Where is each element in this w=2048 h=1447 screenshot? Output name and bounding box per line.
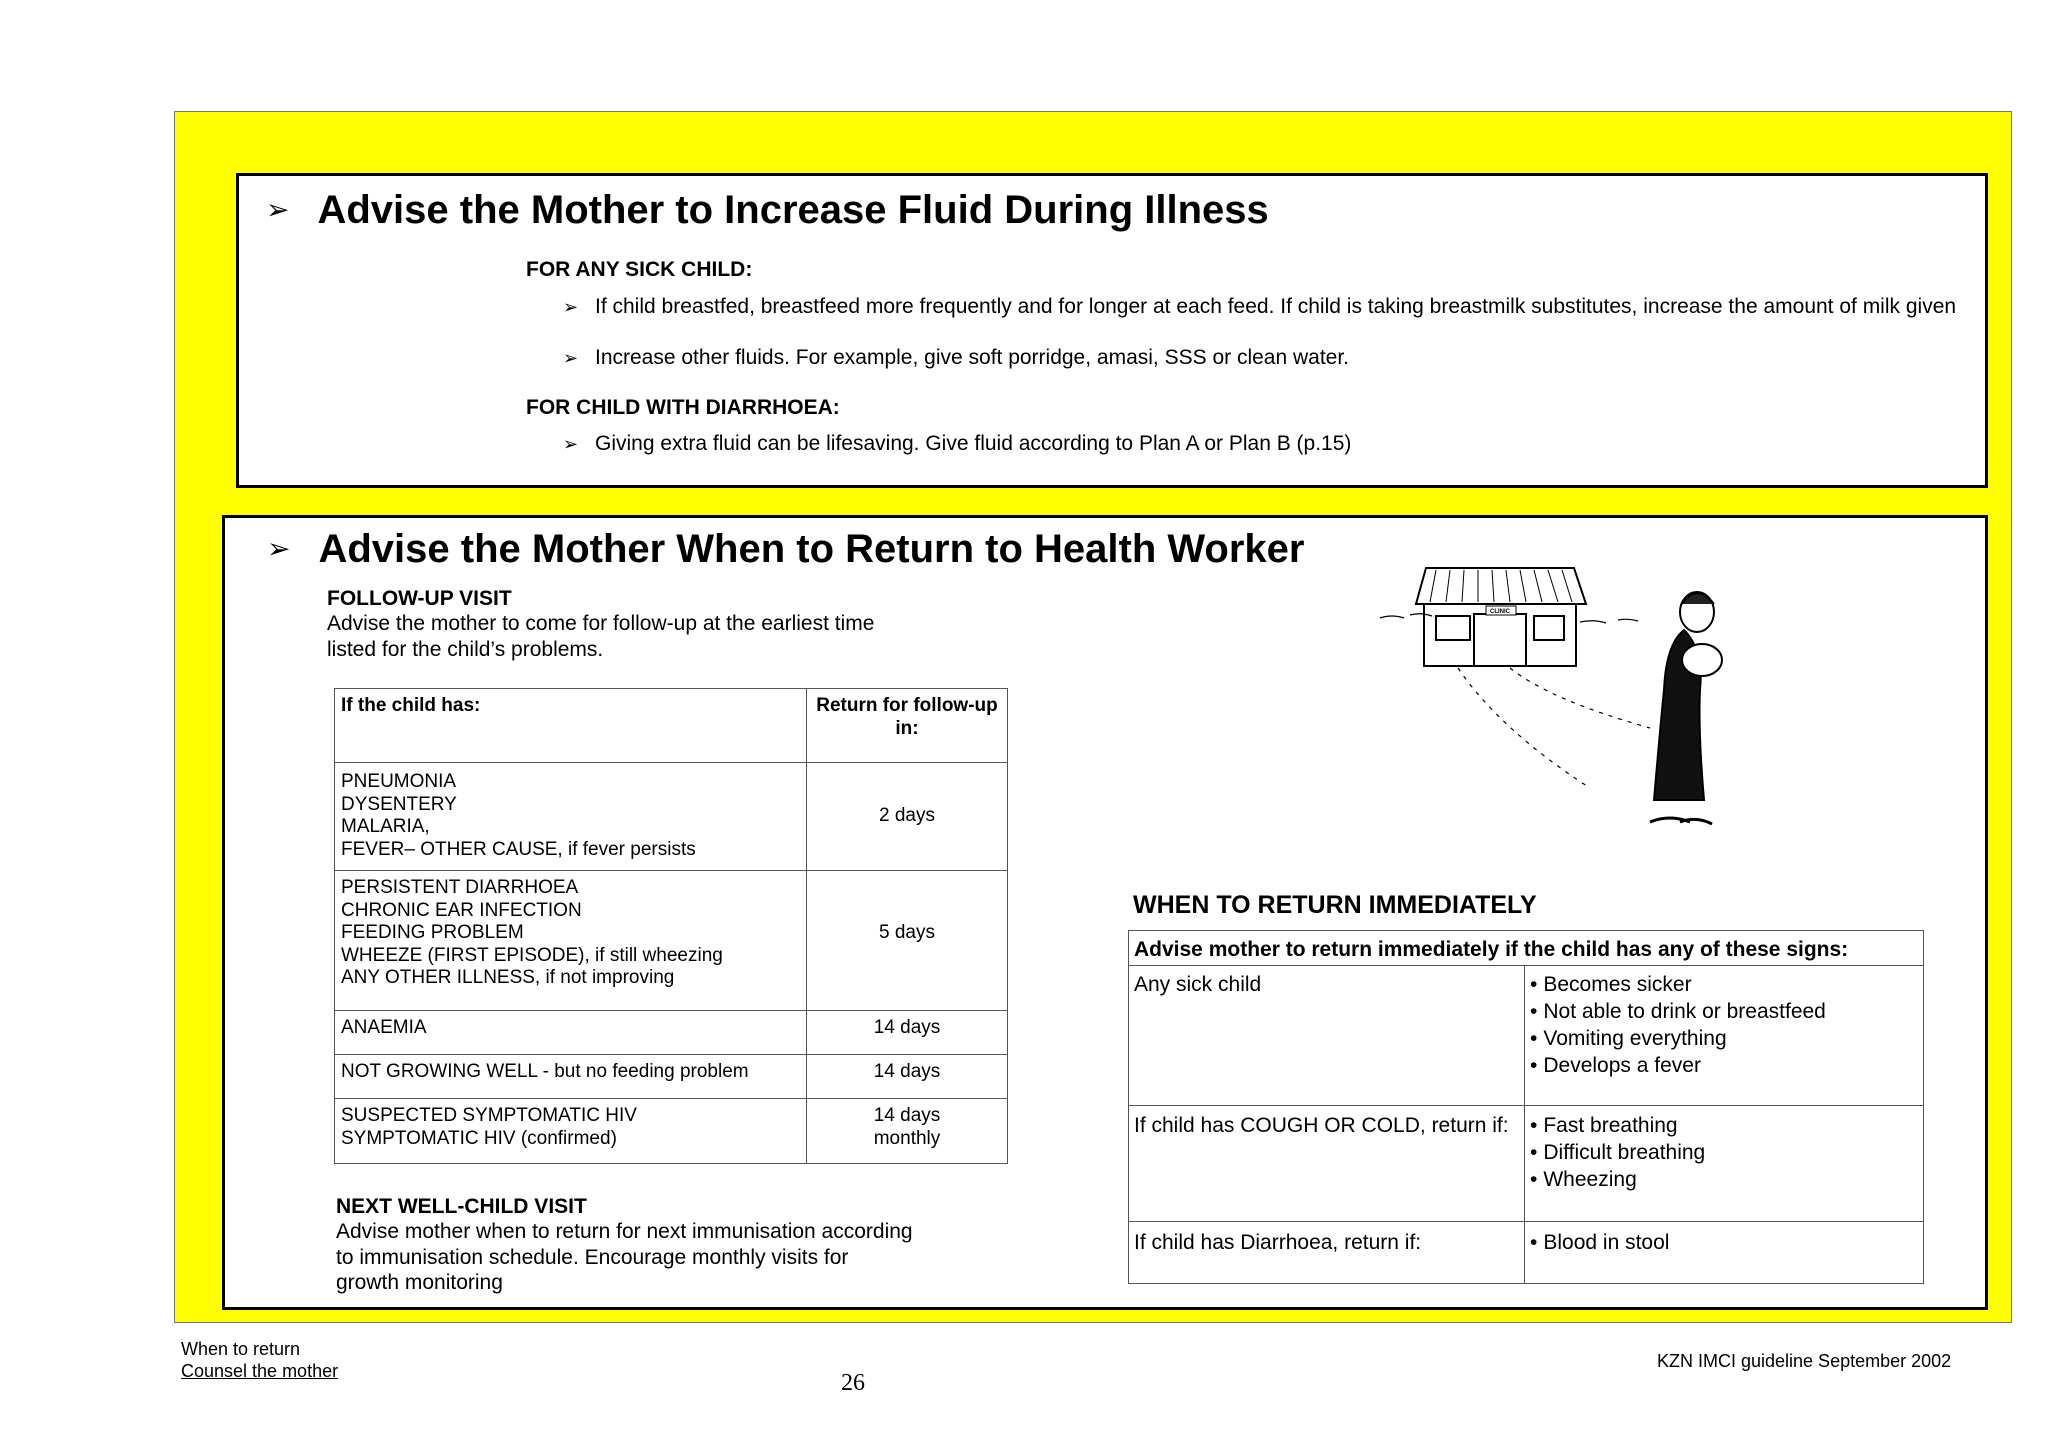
table-row: [335, 1011, 1008, 1055]
condition-text: PNEUMONIA: [341, 771, 457, 792]
signs-list: [1530, 1229, 1918, 1256]
return-value: 14 days: [807, 1055, 1008, 1099]
condition-text: FEEDING PROBLEM: [341, 922, 524, 943]
table-row: [335, 871, 1008, 1011]
diarrhoea-heading: FOR CHILD WITH DIARRHOEA:: [526, 396, 840, 419]
condition-cell: Any sick child: [1129, 966, 1525, 1106]
arrow-bullet-icon: ➢: [563, 297, 579, 317]
condition-text: ANAEMIA: [335, 1011, 807, 1055]
table-row: [1129, 966, 1924, 1106]
condition-text: WHEEZE (FIRST EPISODE), if still wheezing: [341, 944, 723, 966]
footer-section-label: When to return: [181, 1339, 301, 1359]
table-row: [335, 1055, 1008, 1099]
page-number: 26: [841, 1370, 865, 1396]
followup-table: [334, 688, 1008, 1164]
condition-cell: If child has Diarrhoea, return if:: [1129, 1222, 1525, 1284]
arrow-bullet-icon: ➢: [267, 533, 291, 564]
next-well-child-heading: NEXT WELL-CHILD VISIT: [336, 1195, 587, 1218]
footer-guideline-label: KZN IMCI guideline September 2002: [1657, 1351, 1952, 1371]
table-row: [335, 763, 1008, 871]
condition-text: CHRONIC EAR INFECTION: [341, 899, 582, 921]
increase-fluid-box: [236, 173, 1988, 488]
section2-title: ➢ Advise the Mother When to Return to Health Worker: [267, 527, 1305, 571]
list-item: • Difficult breathing: [1530, 1139, 1918, 1166]
table-header-row: [335, 689, 1008, 763]
any-sick-child-heading: FOR ANY SICK CHILD:: [526, 258, 753, 281]
arrow-bullet-icon: ➢: [266, 194, 290, 225]
arrow-bullet-icon: ➢: [563, 348, 579, 368]
list-item: • Fast breathing: [1530, 1112, 1918, 1139]
signs-list: [1530, 971, 1918, 1079]
table-row: [335, 1099, 1008, 1164]
signs-list: [1530, 1112, 1918, 1193]
section1-title: ➢ Advise the Mother to Increase Fluid During Illness: [266, 188, 1269, 232]
return-immediately-table: [1128, 930, 1924, 1284]
next-well-child-text: Advise mother when to return for next immunisation according to immunisation schedule. Encourage monthly visits for growth monitoring: [336, 1220, 913, 1294]
list-item: • Vomiting everything: [1530, 1025, 1918, 1052]
return-value: 5 days: [807, 871, 1008, 1011]
condition-text: SYMPTOMATIC HIV (confirmed): [341, 1127, 617, 1149]
return-value: monthly: [873, 1127, 941, 1149]
table-header-row: [1129, 931, 1924, 966]
condition-text: FEVER– OTHER CAUSE, if fever persists: [341, 838, 696, 860]
condition-text: SUSPECTED SYMPTOMATIC HIV: [341, 1105, 637, 1126]
condition-text: MALARIA,: [341, 816, 430, 837]
table-header-return: Return for follow-up in:: [807, 689, 1008, 763]
when-to-return-heading: WHEN TO RETURN IMMEDIATELY: [1133, 891, 1537, 919]
return-immediately-header: Advise mother to return immediately if the child has any of these signs:: [1129, 931, 1924, 966]
clinic-mother-illustration: [1370, 560, 1740, 860]
followup-visit-heading: FOLLOW-UP VISIT: [327, 587, 512, 610]
return-value: 14 days: [807, 1011, 1008, 1055]
clinic-sign-text: CLINIC: [1490, 609, 1510, 615]
list-item: • Not able to drink or breastfeed: [1530, 998, 1918, 1025]
any-sick-bullet-2: ➢ Increase other fluids. For example, give soft porridge, amasi, SSS or clean water.: [563, 346, 1350, 369]
return-value: 14 days: [873, 1105, 941, 1126]
condition-text: DYSENTERY: [341, 793, 457, 815]
list-item: • Develops a fever: [1530, 1052, 1918, 1079]
followup-visit-text: Advise the mother to come for follow-up at the earliest time listed for the child’s problems.: [327, 612, 875, 661]
condition-text: PERSISTENT DIARRHOEA: [341, 877, 579, 898]
diarrhoea-bullet-1: ➢ Giving extra fluid can be lifesaving. Give fluid according to Plan A or Plan B (p.15): [563, 432, 1352, 455]
return-value: 2 days: [807, 763, 1008, 871]
footer-counsel-link[interactable]: Counsel the mother: [181, 1361, 339, 1381]
table-row: [1129, 1222, 1924, 1284]
any-sick-bullet-1: ➢ If child breastfed, breastfeed more frequently and for longer at each feed. If child is taking breastmilk substitutes, increase the amount of milk given: [563, 295, 1957, 318]
condition-cell: If child has COUGH OR COLD, return if:: [1129, 1106, 1525, 1222]
list-item: • Becomes sicker: [1530, 971, 1918, 998]
list-item: • Blood in stool: [1530, 1229, 1918, 1256]
list-item: • Wheezing: [1530, 1166, 1918, 1193]
table-header-condition: If the child has:: [335, 689, 807, 763]
arrow-bullet-icon: ➢: [563, 434, 579, 454]
table-row: [1129, 1106, 1924, 1222]
condition-text: NOT GROWING WELL - but no feeding problem: [335, 1055, 807, 1099]
condition-text: ANY OTHER ILLNESS, if not improving: [341, 967, 675, 988]
